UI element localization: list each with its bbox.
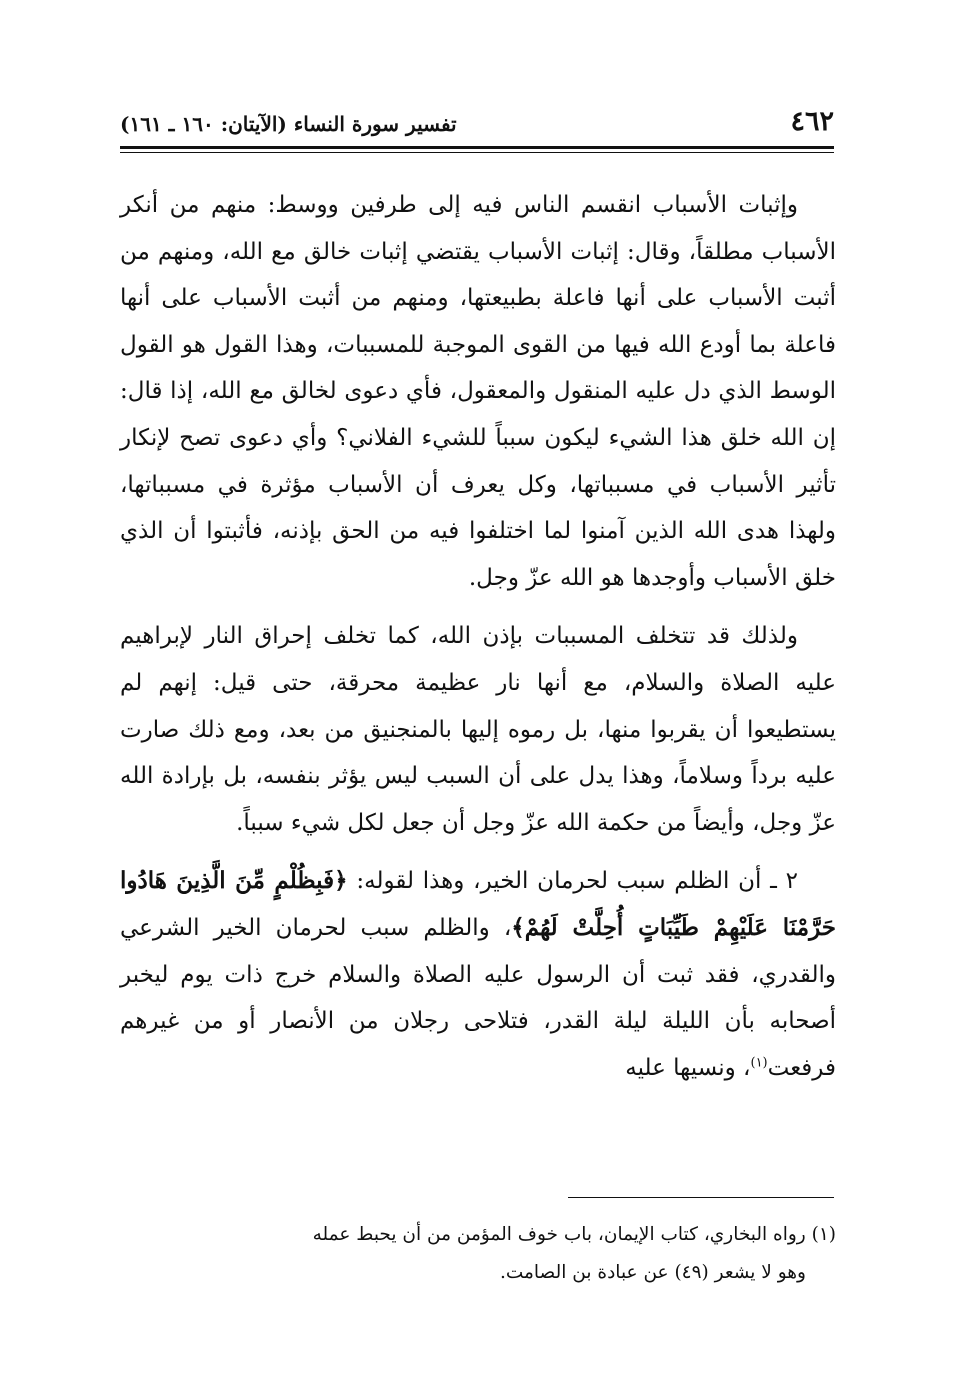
header-rule-thick — [120, 146, 834, 149]
running-title: تفسير سورة النساء (الآيتان: ١٦٠ ـ ١٦١) — [120, 112, 457, 136]
footnote-1-line-2: وهو لا يشعر (٤٩) عن عبادة بن الصامت. — [499, 1262, 806, 1283]
quran-close-bracket: ﴾ — [511, 913, 525, 941]
footnote-separator — [568, 1197, 834, 1198]
footnote-1-line-1: (١) رواه البخاري، كتاب الإيمان، باب خوف المؤمن من أن يحبط عمله — [312, 1224, 836, 1245]
paragraph-1: وإثبات الأسباب انقسم الناس فيه إلى طرفين ووسط: منهم من أنكر الأسباب مطلقاً، وقال: إثبات الأسباب يقتضي إثبات خالق مع الله، ومنهم من أثبت الأسباب على أنها فاعلة بطبيعتها، ومنهم من أثبت الأسباب على أنها فاعلة بما أودع الله فيها من القوى الموجبة للمسببات، وهذا القول هو القول الوسط الذي دل عليه المنقول والمعقول، فأي دعوى لخالق مع الله، إذا قال: إن الله خلق هذا الشيء ليكون سبباً للشيء الفلاني؟ وأي دعوى تصح لإنكار تأثير الأسباب في مسبباتها، وكل يعرف أن الأسباب مؤثرة في مسبباتها، ولهذا هدى الله الذين آمنوا لما اختلفوا فيه من الحق بإذنه، فأثبتوا أن الذي خلق الأسباب وأوجدها هو الله عزّ وجل. — [120, 192, 836, 591]
paragraph-3-intro: ٢ ـ أن الظلم سبب لحرمان الخير، وهذا لقوله: — [356, 868, 798, 895]
quran-verse: فَبِظُلْمٍ مِّنَ الَّذِينَ هَادُوا حَرَّمْنَا عَلَيْهِمْ طَيِّبَاتٍ أُحِلَّتْ لَهُمْ — [120, 867, 836, 941]
paragraph-3-rest: ، والظلم سبب لحرمان الخير الشرعي والقدري، فقد ثبت أن الرسول عليه الصلاة والسلام خرج ذات يوم ليخبر أصحابه بأن الليلة ليلة القدر، فتلاحى رجلان من الأنصار أو من غيرهم فرفعت — [120, 914, 836, 1081]
page-header — [120, 102, 834, 148]
quran-open-bracket: ﴿ — [334, 867, 348, 895]
paragraph-3 — [120, 858, 836, 1091]
footnote-reference: (١) — [750, 1055, 768, 1071]
header-rule-thin — [120, 152, 834, 153]
paragraph-3-end: ، ونسيها عليه — [625, 1054, 751, 1081]
footnotes — [120, 1216, 836, 1292]
paragraph-2: ولذلك قد تتخلف المسببات بإذن الله، كما تخلف إحراق النار لإبراهيم عليه الصلاة والسلام، مع أنها نار عظيمة محرقة، حتى قيل: إنهم لم يستطيعوا أن يقربوا منها، بل رموه إليها بالمنجنيق من بعد، ومع ذلك صارت عليه برداً وسلاماً، وهذا يدل على أن السبب ليس يؤثر بنفسه، بل بإرادة الله عزّ وجل، وأيضاً من حكمة الله عزّ وجل أن جعل لكل شيء سبباً. — [120, 623, 836, 836]
body-text — [120, 182, 836, 1103]
page-number: ٤٦٢ — [790, 106, 834, 137]
